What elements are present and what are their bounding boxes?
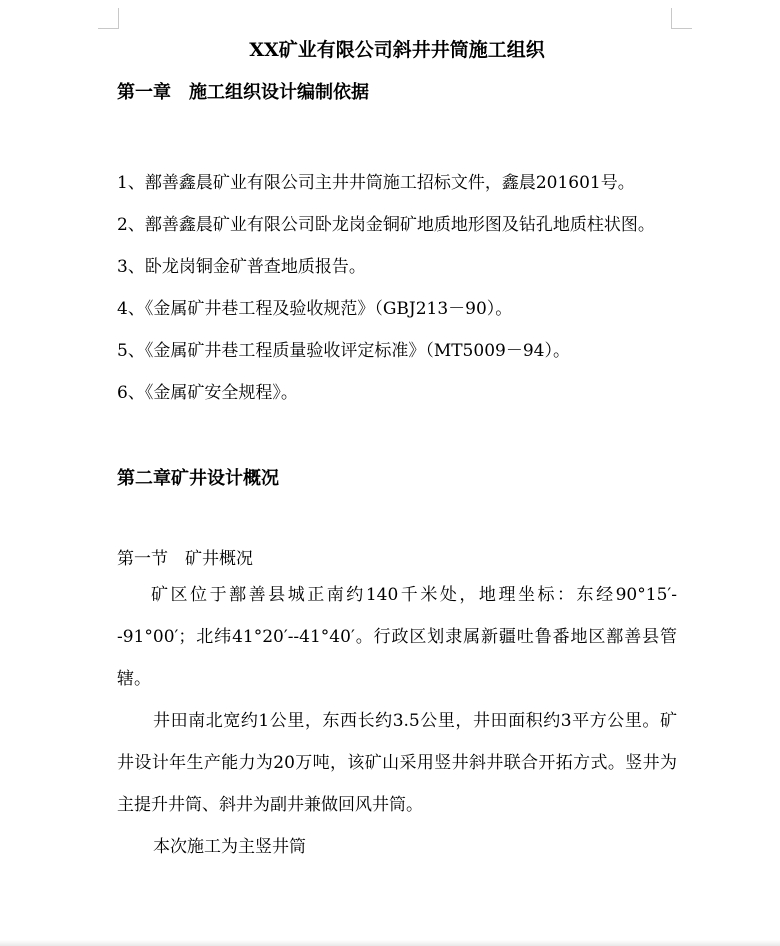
basis-item-2: 2、鄯善鑫晨矿业有限公司卧龙岗金铜矿地质地形图及钻孔地质柱状图。 (117, 215, 655, 235)
basis-item-5: 5、《金属矿井巷工程质量验收评定标准》（MT5009－94）。 (117, 341, 570, 361)
document-body (117, 36, 677, 868)
basis-item-1: 1、鄯善鑫晨矿业有限公司主井井筒施工招标文件，鑫晨201601号。 (117, 173, 635, 193)
basis-item-6: 6、《金属矿安全规程》。 (117, 383, 298, 403)
spacer (117, 492, 677, 544)
spacer (117, 106, 677, 162)
paragraph-location: 矿区位于鄯善县城正南约140千米处，地理坐标：东经90°15′--91°00′；北纬41°20′--41°40′。行政区划隶属新疆吐鲁番地区鄯善县管辖。 (117, 585, 677, 689)
paragraph-construction: 本次施工为主竖井筒 (153, 837, 306, 857)
basis-item-3: 3、卧龙岗铜金矿普查地质报告。 (117, 257, 366, 277)
page-bottom-edge (0, 940, 780, 946)
basis-item-4: 4、《金属矿井巷工程及验收规范》（GBJ213－90）。 (117, 299, 513, 319)
chapter-1-heading: 第一章 施工组织设计编制依据 (117, 82, 369, 103)
crop-mark-top-right (671, 8, 692, 29)
chapter-2-heading: 第二章矿井设计概况 (117, 468, 279, 489)
crop-mark-top-left (98, 8, 119, 29)
document-title: XX矿业有限公司斜井井筒施工组织 (249, 39, 545, 61)
section-1-heading: 第一节 矿井概况 (117, 549, 253, 569)
spacer (117, 414, 677, 466)
paragraph-mine-field: 井田南北宽约1公里，东西长约3.5公里，井田面积约3平方公里。矿井设计年生产能力为20万吨，该矿山采用竖井斜井联合开拓方式。竖井为主提升井筒、斜井为副井兼做回风井筒。 (117, 711, 677, 815)
